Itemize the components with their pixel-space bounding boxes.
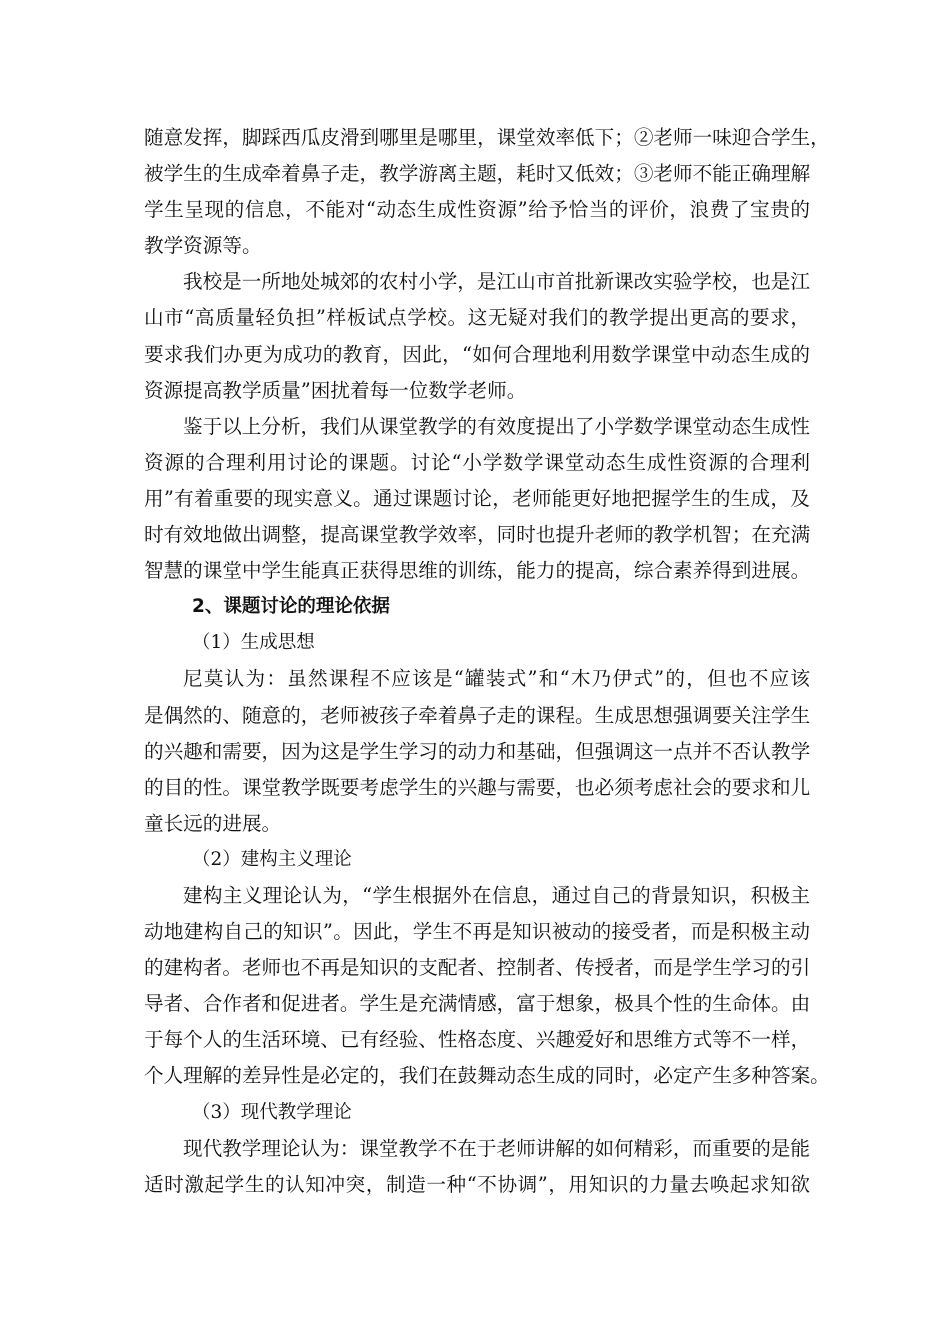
paragraph-line: 被学生的生成牵着鼻子走，教学游离主题，耗时又低效；③老师不能正确理解 — [144, 162, 811, 186]
paragraph-line: 资源提高教学质量”困扰着每一位数学老师。 — [144, 378, 527, 402]
paragraph-line: 动地建构自己的知识”。因此，学生不再是知识被动的接受者，而是积极主动 — [144, 920, 810, 944]
paragraph-line: 童长远的进展。 — [144, 811, 282, 835]
subsection-heading: （1）生成思想 — [192, 632, 315, 654]
paragraph-line: 学生呈现的信息，不能对“动态生成性资源”给予恰当的评价，浪费了宝贵的 — [144, 198, 810, 222]
paragraph-line: 我校是一所地处城郊的农村小学，是江山市首批新课改实验学校，也是江 — [183, 270, 810, 294]
paragraph-line: 用”有着重要的现实意义。通过课题讨论，老师能更好地把握学生的生成，及 — [144, 486, 810, 510]
paragraph-line: 现代教学理论认为：课堂教学不在于老师讲解的如何精彩，而重要的是能 — [183, 1136, 810, 1160]
subsection-heading: （3）现代教学理论 — [192, 1101, 352, 1123]
paragraph-line: 的建构者。老师也不再是知识的支配者、控制者、传授者，而是学生学习的引 — [144, 956, 811, 980]
paragraph-line: 教学资源等。 — [144, 234, 262, 258]
paragraph-line: 的目的性。课堂教学既要考虑学生的兴趣与需要，也必须考虑社会的要求和儿 — [144, 775, 811, 799]
paragraph-line: 是偶然的、随意的，老师被孩子牵着鼻子走的课程。生成思想强调要关注学生 — [144, 703, 811, 727]
paragraph-line: 尼莫认为：虽然课程不应该是“罐装式”和“木乃伊式”的，但也不应该 — [183, 667, 810, 691]
paragraph-line: 时有效地做出调整，提高课堂教学效率，同时也提升老师的教学机智；在充满 — [144, 523, 811, 547]
paragraph-line: 适时激起学生的认知冲突，制造一种“不协调”，用知识的力量去唤起求知欲 — [144, 1172, 810, 1196]
paragraph-line: 个人理解的差异性是必定的，我们在鼓舞动态生成的同时，必定产生多种答案。 — [144, 1064, 830, 1088]
paragraph-line: 资源的合理利用讨论的课题。讨论“小学数学课堂动态生成性资源的合理利 — [144, 450, 810, 474]
paragraph-line: 的兴趣和需要，因为这是学生学习的动力和基础，但强调这一点并不否认教学 — [144, 739, 811, 763]
document-body — [144, 120, 830, 1203]
paragraph-line: 智慧的课堂中学生能真正获得思维的训练，能力的提高，综合素养得到进展。 — [144, 559, 811, 583]
paragraph-line: 于每个人的生活环境、已有经验、性格态度、兴趣爱好和思维方式等不一样， — [144, 1028, 811, 1052]
section-heading: 2、课题讨论的理论依据 — [192, 596, 390, 618]
paragraph-line: 导者、合作者和促进者。学生是充满情感，富于想象，极具个性的生命体。由 — [144, 992, 811, 1016]
subsection-heading: （2）建构主义理论 — [192, 848, 352, 870]
paragraph-line: 要求我们办更为成功的教育，因此，“如何合理地利用数学课堂中动态生成的 — [144, 342, 810, 366]
paragraph-line: 鉴于以上分析，我们从课堂教学的有效度提出了小学数学课堂动态生成性 — [183, 414, 810, 438]
paragraph-line: 山市“高质量轻负担”样板试点学校。这无疑对我们的教学提出更高的要求， — [144, 306, 810, 330]
paragraph-line: 随意发挥，脚踩西瓜皮滑到哪里是哪里，课堂效率低下；②老师一味迎合学生， — [144, 126, 830, 149]
paragraph-line: 建构主义理论认为，“学生根据外在信息，通过自己的背景知识，积极主 — [183, 883, 810, 907]
